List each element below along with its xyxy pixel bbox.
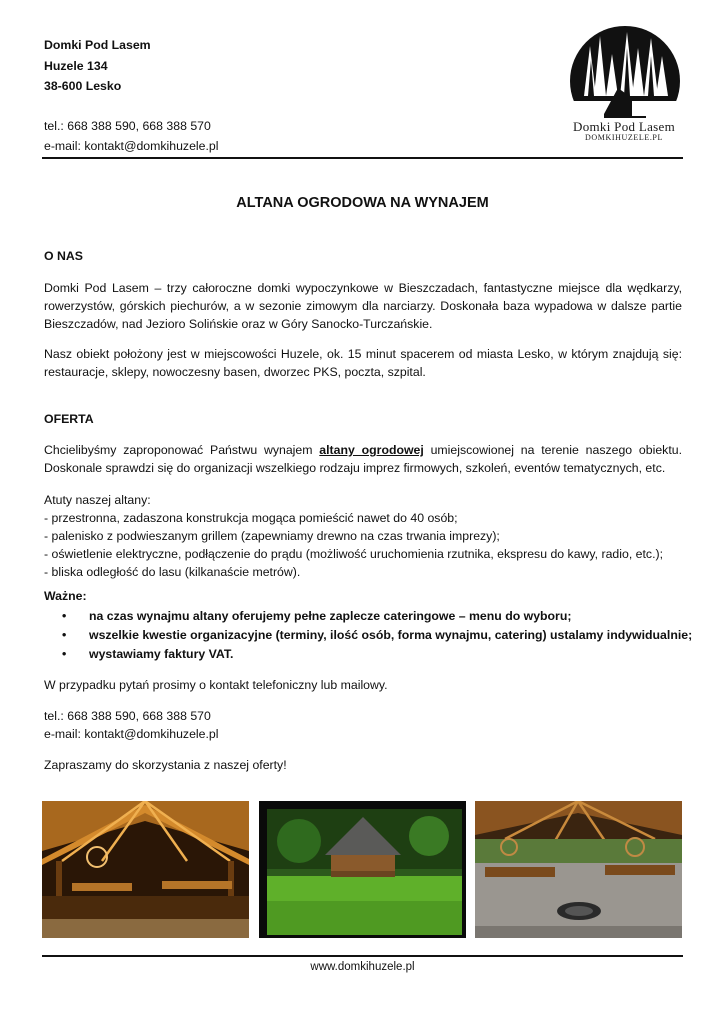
logo-text (561, 119, 687, 142)
offer-text-end: umiejscowionej na terenie naszego obiektu. Doskonale sprawdzi się do organizacji wszelkiego rodzaju imprez firmowych, szkoleń, eventów tematycznych, etc. (44, 443, 682, 475)
bullet-icon: • (62, 647, 67, 661)
gazebo-highlight: altany ogrodowej (319, 443, 424, 457)
closing-line: Zapraszamy do skorzystania z naszej oferty! (44, 758, 287, 772)
feature-item: - bliska odległość do lasu (kilkanaście metrów). (44, 565, 301, 579)
contact-intro: W przypadku pytań prosimy o kontakt telefoniczny lub mailowy. (44, 678, 388, 692)
offer-text-start: Chcielibyśmy zaproponować Państwu wynajem (44, 443, 320, 457)
bullet-icon: • (62, 609, 67, 623)
gazebo-interior-evening-photo (42, 801, 249, 938)
list-item: • wszelkie kwestie organizacyjne (terminy, ilość osób, forma wynajmu, catering) ustalamy indywidualnie; (62, 626, 692, 645)
page-title: ALTANA OGRODOWA NA WYNAJEM (236, 195, 489, 211)
about-paragraph-1: Domki Pod Lasem – trzy całoroczne domki wypoczynkowe w Bieszczadach, fantastyczne miejsce dla wędkarzy, rowerzystów, górskich piechurów, a w sezonie zimowym dla narciarzy. Doskonała baza wypadowa w dalsze partie Bieszczadów, nad Jezioro Solińskie oraz w Góry Sanocko-Turczańskie. (44, 281, 682, 331)
offer-paragraph (44, 441, 682, 477)
about-paragraph-2: Nasz obiekt położony jest w miejscowości Huzele, ok. 15 minut spacerem od miasta Lesko, w którym znajdują się: restauracje, sklepy, nowoczesny basen, dworzec PKS, poczta, szpital. (44, 347, 682, 379)
feature-item: - palenisko z podwieszanym grillem (zapewniamy drewno na czas trwania imprezy); (44, 529, 500, 543)
logo-name: Domki Pod Lasem (573, 119, 675, 134)
company-name: Domki Pod Lasem (44, 38, 151, 52)
header-phone: tel.: 668 388 590, 668 388 570 (44, 118, 211, 133)
bullet-icon: • (62, 628, 67, 642)
list-item: • wystawiamy faktury VAT. (62, 645, 692, 664)
contact-phone: tel.: 668 388 590, 668 388 570 (44, 709, 211, 723)
about-heading: O NAS (44, 249, 83, 263)
company-address-block (44, 35, 218, 157)
logo-site: DOMKIHUZELE.PL (585, 133, 663, 142)
important-list (62, 607, 692, 664)
header-divider (42, 157, 683, 159)
gazebo-interior-firepit-photo (475, 801, 682, 938)
contact-block (44, 707, 682, 743)
contact-email: e-mail: kontakt@domkihuzele.pl (44, 727, 219, 741)
footer-url: www.domkihuzele.pl (310, 961, 415, 973)
list-item: • na czas wynajmu altany oferujemy pełne zaplecze cateringowe – menu do wyboru; (62, 607, 692, 626)
important-heading: Ważne: (44, 589, 87, 603)
header-email: e-mail: kontakt@domkihuzele.pl (44, 139, 219, 153)
features-intro: Atuty naszej altany: (44, 493, 151, 507)
company-city: 38-600 Lesko (44, 79, 122, 93)
feature-item: - przestronna, zadaszona konstrukcja mogąca pomieścić nawet do 40 osób; (44, 511, 458, 525)
footer-divider (42, 955, 683, 957)
features-block (44, 491, 682, 581)
company-street: Huzele 134 (44, 58, 108, 73)
feature-item: - oświetlenie elektryczne, podłączenie do prądu (możliwość uruchomienia rzutnika, ekspresu do kawy, radio, etc.); (44, 547, 664, 561)
offer-heading: OFERTA (44, 412, 94, 426)
gazebo-exterior-lawn-photo (259, 801, 466, 938)
